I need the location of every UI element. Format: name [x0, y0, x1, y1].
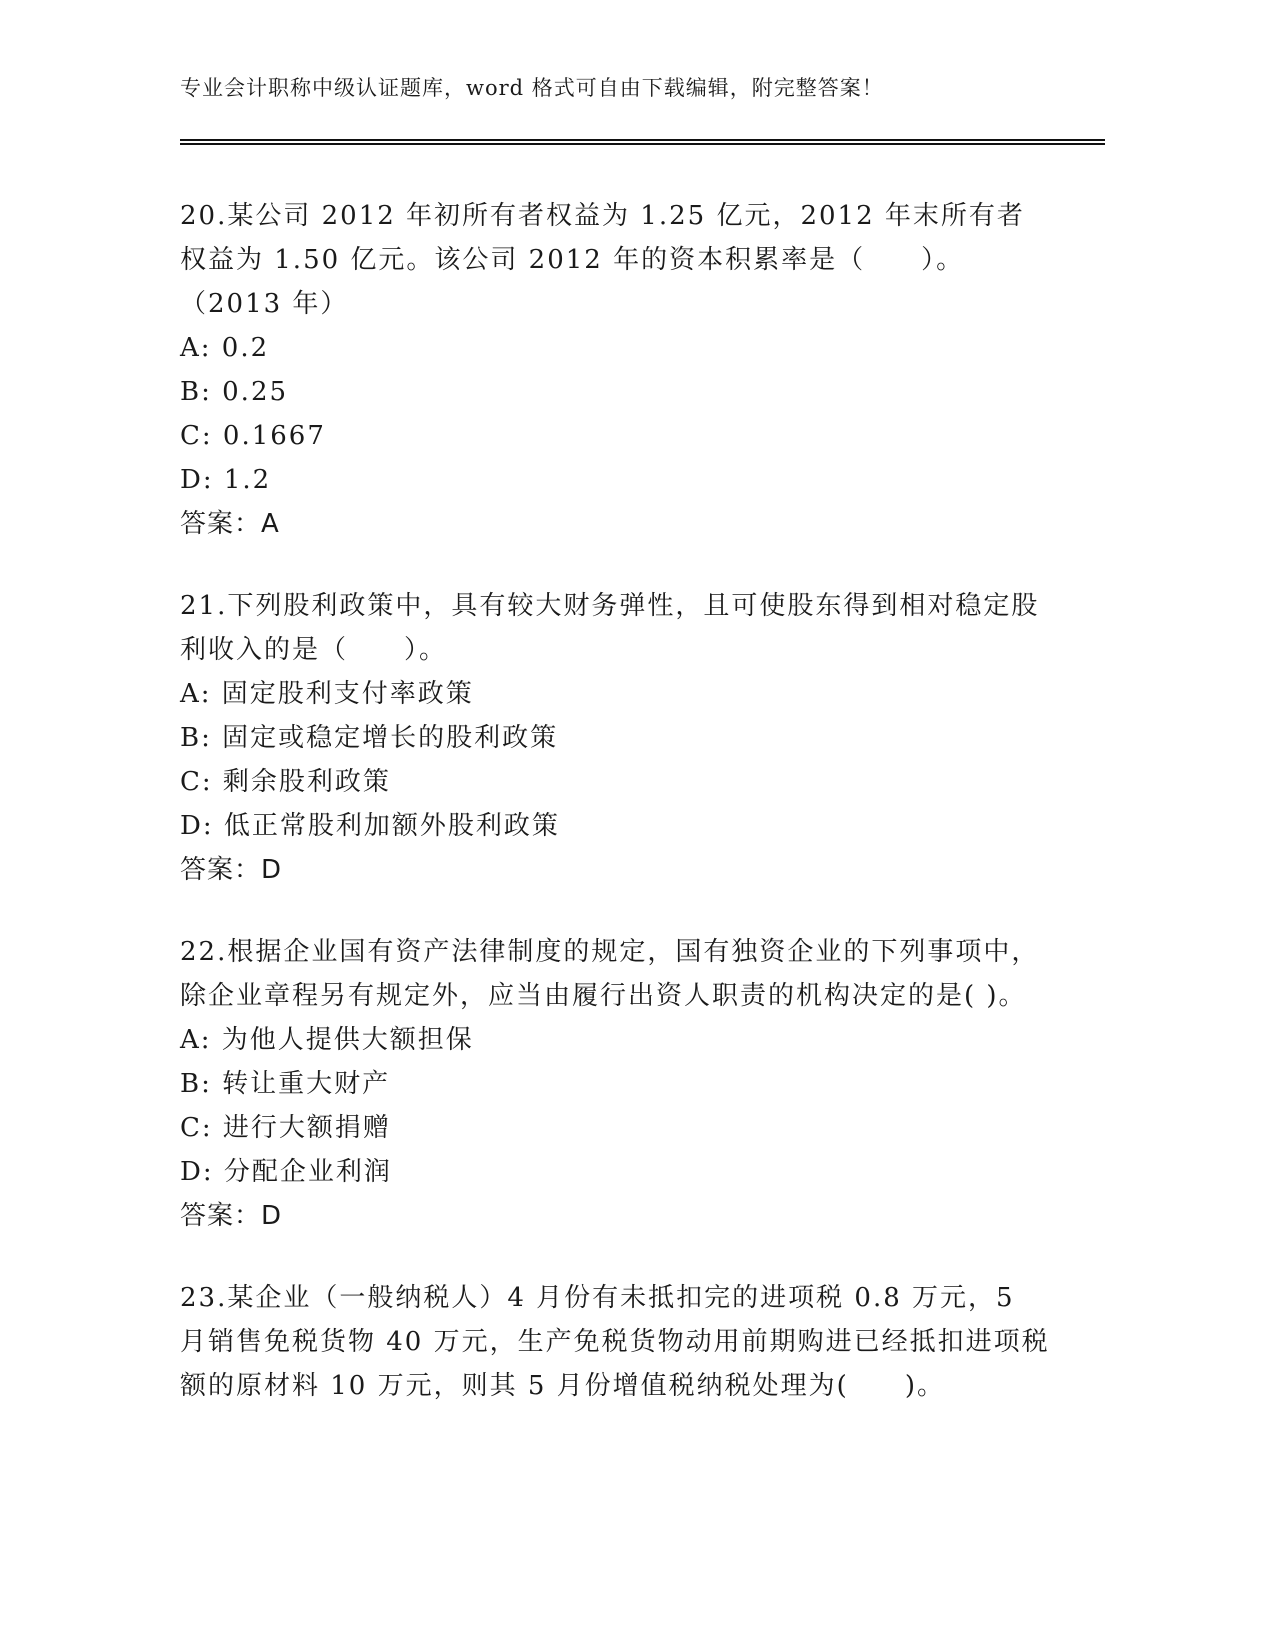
option-d: D: 低正常股利加额外股利政策 [180, 811, 560, 841]
option-b: B: 0.25 [180, 377, 289, 407]
option-d: D: 1.2 [180, 465, 272, 495]
answer: 答案：D [180, 1201, 283, 1231]
option-b: B: 转让重大财产 [180, 1069, 391, 1099]
header-rule-bottom [180, 143, 1105, 145]
question-20 [180, 194, 1050, 546]
option-a: A: 0.2 [180, 333, 270, 363]
option-c: C: 0.1667 [180, 421, 326, 451]
option-c: C: 进行大额捐赠 [180, 1113, 391, 1143]
option-a: A: 为他人提供大额担保 [180, 1025, 474, 1055]
answer: 答案：A [180, 509, 280, 539]
page-header: 专业会计职称中级认证题库，word 格式可自由下载编辑，附完整答案！ [180, 76, 884, 100]
question-22 [180, 930, 1050, 1238]
question-21 [180, 584, 1050, 892]
question-text: 22.根据企业国有资产法律制度的规定，国有独资企业的下列事项中，除企业章程另有规定外，应当由履行出资人职责的机构决定的是( )。 [180, 937, 1040, 1011]
option-c: C: 剩余股利政策 [180, 767, 391, 797]
header-rule-top [180, 139, 1105, 141]
question-list [180, 194, 1050, 1446]
option-d: D: 分配企业利润 [180, 1157, 392, 1187]
question-text: 20.某公司 2012 年初所有者权益为 1.25 亿元，2012 年末所有者权益为 1.50 亿元。该公司 2012 年的资本积累率是（ ）。（2013 年） [180, 201, 1025, 319]
option-b: B: 固定或稳定增长的股利政策 [180, 723, 559, 753]
option-a: A: 固定股利支付率政策 [180, 679, 474, 709]
question-23 [180, 1276, 1050, 1408]
question-text: 21.下列股利政策中，具有较大财务弹性，且可使股东得到相对稳定股利收入的是（ ）。 [180, 591, 1040, 665]
answer: 答案：D [180, 855, 283, 885]
question-text: 23.某企业（一般纳税人）4 月份有未抵扣完的进项税 0.8 万元，5 月销售免税货物 40 万元，生产免税货物动用前期购进已经抵扣进项税额的原材料 10 万元，则其 5 月份增值税纳税处理为( )。 [180, 1283, 1050, 1401]
